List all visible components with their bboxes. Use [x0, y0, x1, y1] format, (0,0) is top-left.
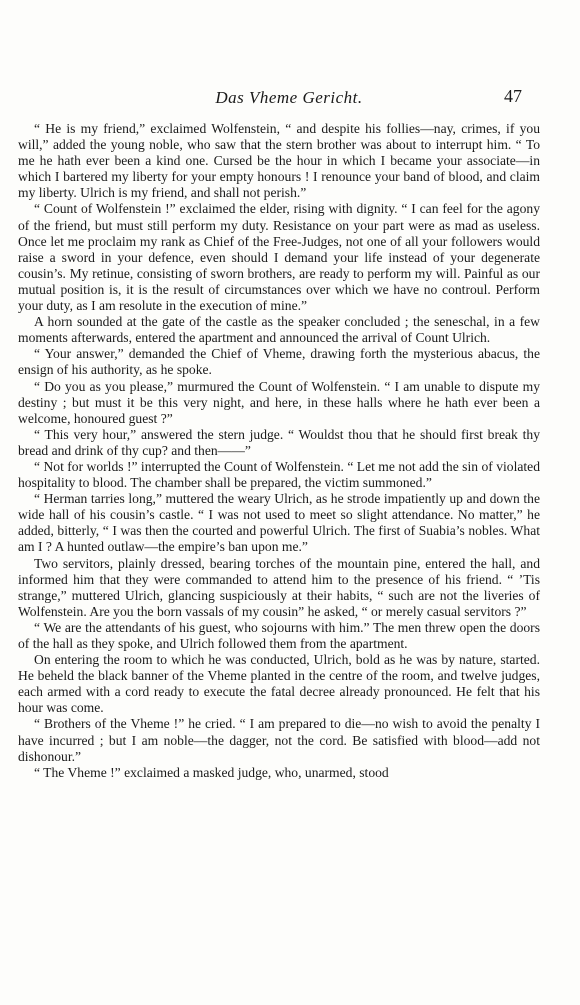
paragraph: “ Brothers of the Vheme !” he cried. “ I am prepared to die—no wish to avoid the penalty I have incurred ; but I am noble—the dagger, not the cord. Be satisfied with blood—add not dishonour.” — [18, 716, 540, 764]
paragraph: “ Not for worlds !” interrupted the Count of Wolfenstein. “ Let me not add the sin of violated hospitality to blood. The chamber shall be prepared, the victim summoned.” — [18, 458, 540, 491]
paragraph: On entering the room to which he was conducted, Ulrich, bold as he was by nature, started. He beheld the black banner of the Vheme planted in the centre of the room, and twelve judges, each armed with a cord ready to execute the fatal decree already pronounced. He felt that his hour was come. — [18, 652, 540, 716]
paragraph: “ We are the attendants of his guest, who sojourns with him.” The men threw open the doors of the hall as they spoke, and Ulrich followed them from the apartment. — [18, 619, 540, 651]
paragraph: “ Do you as you please,” murmured the Count of Wolfenstein. “ I am unable to dispute my destiny ; but must it be this very night, and here, in these halls where he hath ever been a welcome, honoured guest ?” — [18, 378, 540, 426]
paragraph: “ Your answer,” demanded the Chief of Vheme, drawing forth the mysterious abacus, the ensign of his authority, as he spoke. — [18, 346, 540, 378]
paragraph: “ Herman tarries long,” muttered the weary Ulrich, as he strode impatiently up and down the wide hall of his cousin’s castle. “ I was not used to meet so slight attendance. No matter,” he added, bitterly, “ I was then the courted and powerful Ulrich. The first of Suabia’s nobles. What am I ? A hunted outlaw—the empire’s ban upon me.” — [18, 491, 540, 555]
paragraph: “ He is my friend,” exclaimed Wolfenstein, “ and despite his follies—nay, crimes, if you will,” added the young noble, who saw that the stern brother was about to interrupt him. “ To me he hath ever been a kind one. Cursed be the hour in which I became your associate—in which I bartered my liberty for your empty honours ! I renounce your band of blood, and claim my liberty. Ulrich is my friend, and shall not perish.” — [18, 121, 540, 201]
paragraph: “ The Vheme !” exclaimed a masked judge, who, unarmed, stood — [34, 764, 389, 780]
page-header — [56, 88, 522, 112]
paragraph: Two servitors, plainly dressed, bearing torches of the mountain pine, entered the hall, and informed him that they were commanded to attend him to the presence of his friend. “ ’Tis strange,” muttered Ulrich, glancing suspiciously at their habits, “ such are not the liveries of Wolfenstein. Are you the born vassals of my cousin” he asked, “ or merely casual servitors ?” — [18, 555, 540, 619]
paragraph: A horn sounded at the gate of the castle as the speaker concluded ; the seneschal, in a few moments afterwards, entered the apartment and announced the arrival of Count Ulrich. — [18, 314, 540, 346]
page-number: 47 — [504, 86, 522, 106]
running-title: Das Vheme Gericht. — [215, 88, 363, 107]
body-text — [18, 121, 540, 781]
paragraph: “ Count of Wolfenstein !” exclaimed the elder, rising with dignity. “ I can feel for the agony of the friend, but must still perform my duty. Resistance on your part were as mad as useless. Once let me proclaim my rank as Chief of the Free-Judges, not one of all your followers would raise a sword in your defence, even should I demand your life instead of your degenerate cousin’s. My retinue, consisting of sworn brothers, are ready to perform my will. Painful as our mutual position is, it is the result of circumstances over which we have no controul. Perform your duty, as I am resolute in the execution of mine.” — [18, 201, 540, 314]
paragraph: “ This very hour,” answered the stern judge. “ Wouldst thou that he should first break thy bread and drink of thy cup? and then——” — [18, 426, 540, 458]
